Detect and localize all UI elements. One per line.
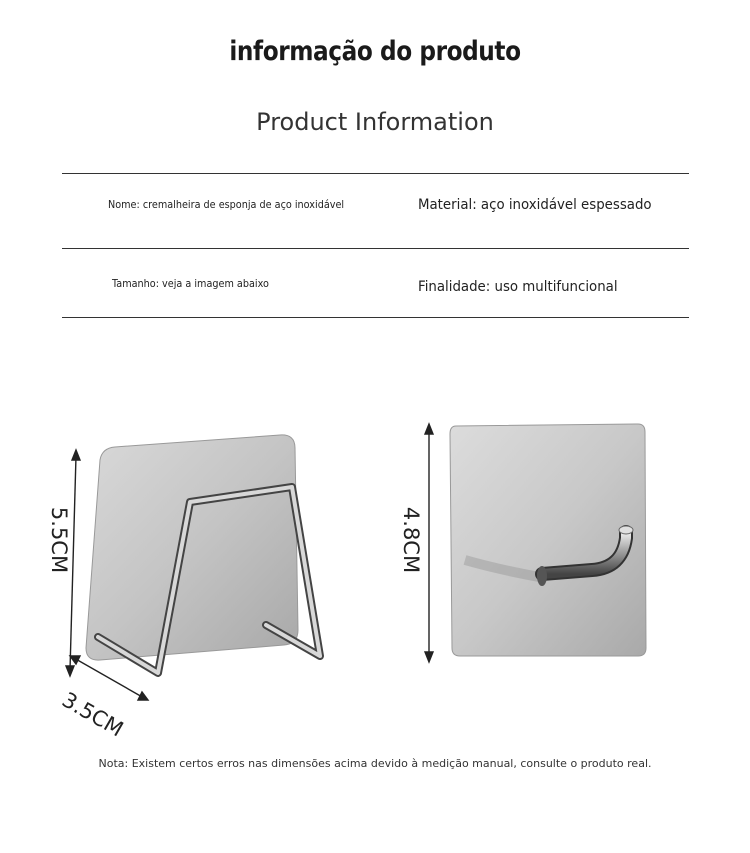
hook-image: [420, 420, 660, 670]
left-depth-label: 3.5CM: [58, 687, 128, 742]
measurement-note: Nota: Existem certos erros nas dimensões acima devido à medição manual, consulte o produto real.: [98, 757, 652, 770]
right-height-label: 4.8CM: [399, 506, 424, 574]
table-bottom-divider: [62, 317, 689, 318]
spec-material: Material: aço inoxidável espessado: [418, 197, 652, 213]
sponge-holder-image: [40, 420, 340, 740]
spec-name: Nome: cremalheira de esponja de aço inoxidável: [108, 199, 345, 211]
table-top-divider: [62, 173, 689, 174]
depth-dimension-line: [74, 658, 144, 698]
left-height-label: 5.5CM: [47, 506, 72, 574]
spec-purpose: Finalidade: uso multifuncional: [418, 279, 618, 295]
page-title-portuguese: informação do produto: [229, 36, 521, 67]
spec-size: Tamanho: veja a imagem abaixo: [112, 278, 269, 290]
table-middle-divider: [62, 248, 689, 249]
page-title-english: Product Information: [256, 108, 494, 136]
adhesive-plate: [450, 424, 646, 656]
